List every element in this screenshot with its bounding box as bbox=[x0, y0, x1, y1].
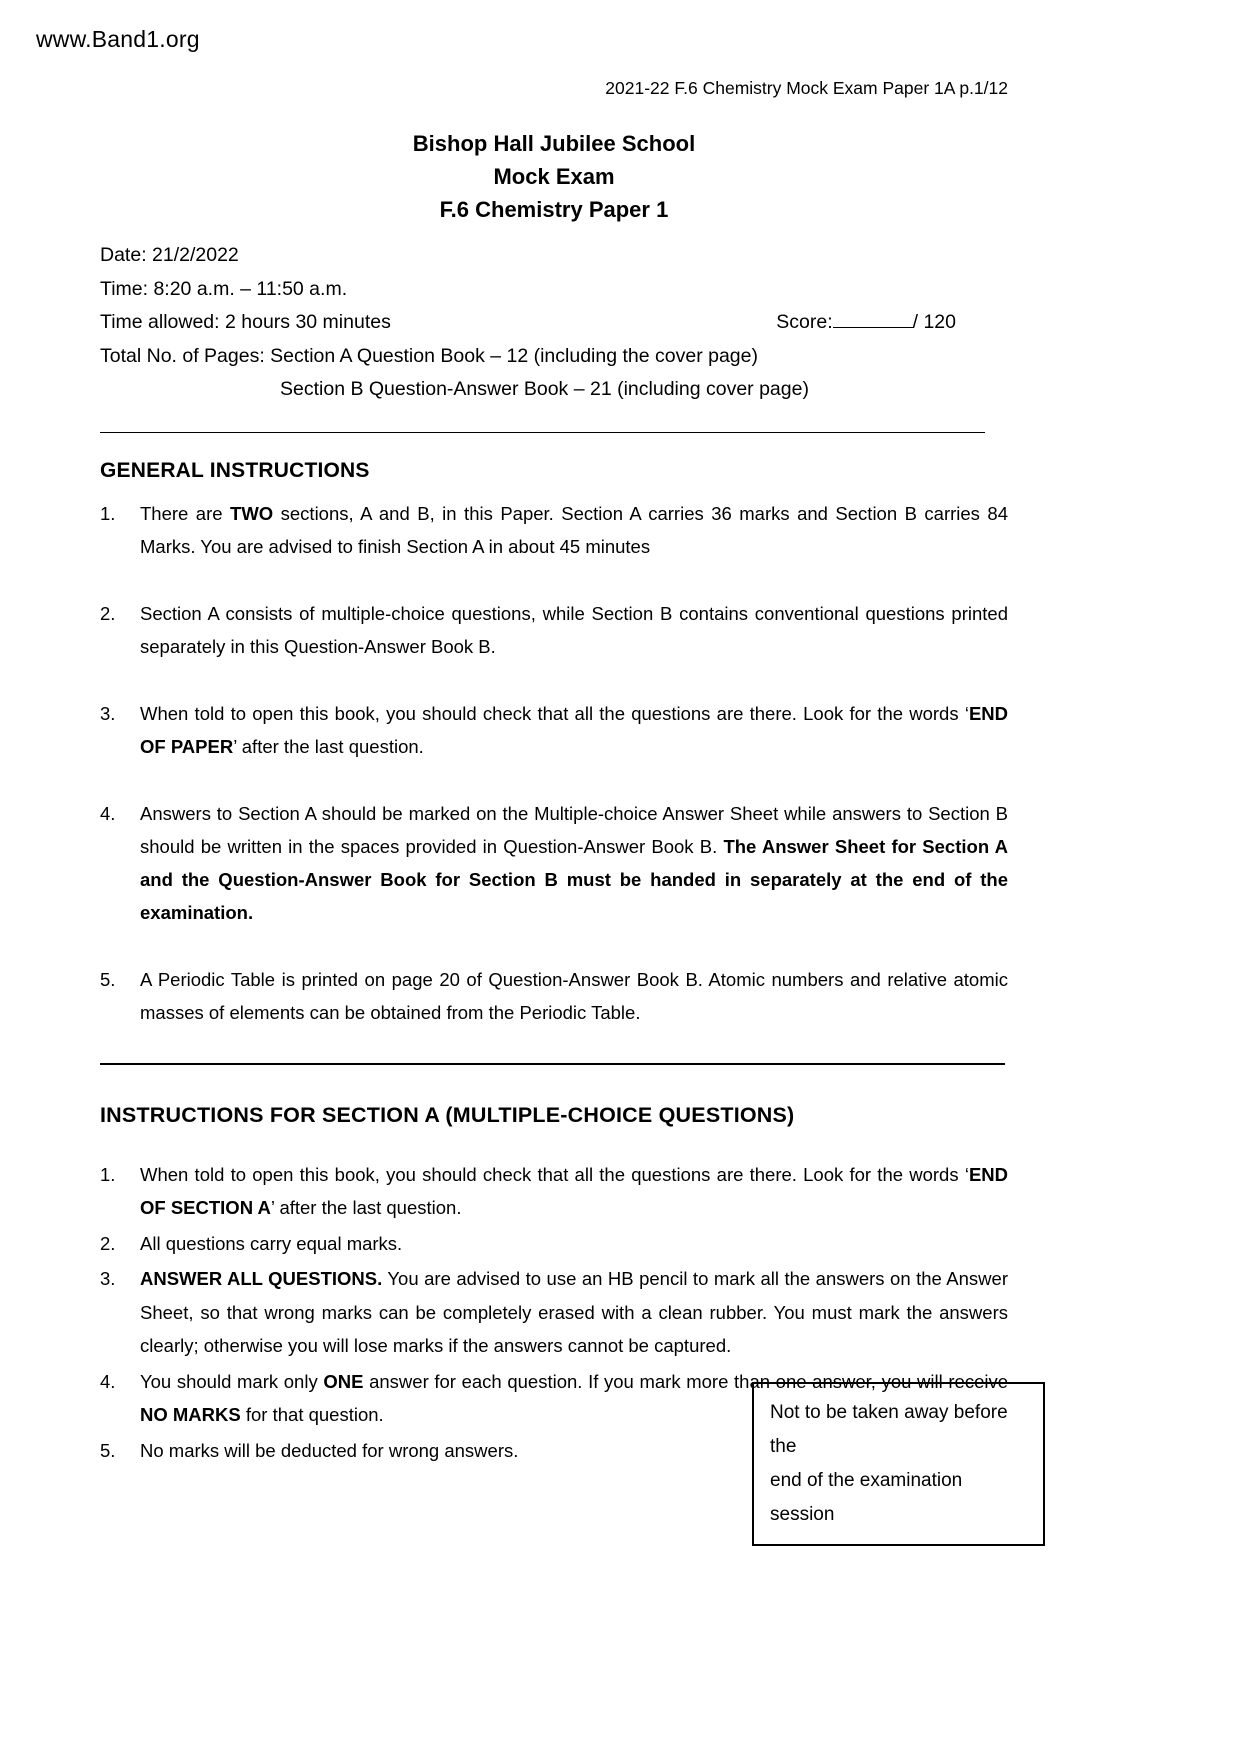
section-a-instructions-heading: INSTRUCTIONS FOR SECTION A (MULTIPLE-CHOICE QUESTIONS) bbox=[100, 1102, 795, 1127]
divider-line-bold bbox=[100, 1063, 1005, 1065]
total-pages-line2: Section B Question-Answer Book – 21 (including cover page) bbox=[280, 378, 809, 400]
exam-name: Mock Exam bbox=[493, 164, 615, 189]
time-allowed: Time allowed: 2 hours 30 minutes bbox=[100, 311, 391, 333]
item-text: There are TWO sections, A and B, in this Paper. Section A carries 36 marks and Section B carries 84 Marks. You are advised to finish Section A in about 45 minutes bbox=[140, 502, 1008, 557]
divider-line bbox=[100, 432, 985, 433]
title-block bbox=[100, 127, 1008, 226]
paper-name: F.6 Chemistry Paper 1 bbox=[439, 197, 669, 222]
score-field bbox=[776, 306, 956, 340]
item-number: 2. bbox=[100, 1232, 116, 1254]
retention-notice-box bbox=[752, 1382, 1045, 1546]
item-number: 2. bbox=[100, 602, 116, 624]
item-number: 1. bbox=[100, 502, 116, 524]
instruction-item bbox=[100, 597, 1008, 663]
item-number: 5. bbox=[100, 968, 116, 990]
item-text: All questions carry equal marks. bbox=[140, 1232, 403, 1254]
item-text: Answers to Section A should be marked on the Multiple-choice Answer Sheet while answers to Section B should be written in the spaces provided in Question-Answer Book B. The Answer Sheet for Section A and the Question-Answer Book for Section B must be handed in separately at the end of the examination. bbox=[140, 802, 1009, 923]
item-text: You should mark only ONE answer for each question. If you mark more than one answer, you will receive NO MARKS for that question. bbox=[140, 1370, 1009, 1425]
item-number: 4. bbox=[100, 802, 116, 824]
item-number: 4. bbox=[100, 1370, 116, 1392]
item-number: 3. bbox=[100, 702, 116, 724]
notice-line2: end of the examination session bbox=[770, 1470, 963, 1525]
instruction-item bbox=[100, 1158, 1008, 1225]
item-text: A Periodic Table is printed on page 20 of Question-Answer Book B. Atomic numbers and relative atomic masses of elements can be obtained from the Periodic Table. bbox=[140, 968, 1008, 1023]
score-label: Score: bbox=[776, 311, 833, 333]
item-number: 5. bbox=[100, 1439, 116, 1461]
general-instructions-list bbox=[100, 497, 1008, 1029]
instruction-item bbox=[100, 963, 1008, 1029]
school-name: Bishop Hall Jubilee School bbox=[412, 131, 696, 156]
general-instructions-heading: GENERAL INSTRUCTIONS bbox=[100, 458, 370, 482]
site-watermark: www.Band1.org bbox=[36, 26, 200, 52]
instruction-item bbox=[100, 497, 1008, 563]
instruction-item bbox=[100, 797, 1008, 929]
item-text: When told to open this book, you should check that all the questions are there. Look for the words ‘END OF PAPER’ after the last question. bbox=[140, 702, 1008, 757]
item-number: 3. bbox=[100, 1268, 116, 1289]
exam-time: Time: 8:20 a.m. – 11:50 a.m. bbox=[100, 277, 348, 300]
exam-meta bbox=[100, 239, 1008, 407]
page-header-reference: 2021-22 F.6 Chemistry Mock Exam Paper 1A p.1/12 bbox=[605, 78, 1008, 98]
score-total: / 120 bbox=[912, 311, 956, 333]
item-text: No marks will be deducted for wrong answers. bbox=[140, 1439, 519, 1461]
notice-line1: Not to be taken away before the bbox=[770, 1402, 1008, 1457]
instruction-item bbox=[100, 1262, 1008, 1363]
instruction-item bbox=[100, 697, 1008, 763]
item-text: ANSWER ALL QUESTIONS. You are advised to use an HB pencil to mark all the answers on the Answer Sheet, so that wrong marks can be completely erased with a clean rubber. You must mark the answers clearly; otherwise you will lose marks if the answers cannot be captured. bbox=[140, 1268, 1008, 1356]
instruction-item bbox=[100, 1227, 1008, 1261]
exam-date: Date: 21/2/2022 bbox=[100, 244, 239, 266]
score-blank-line bbox=[833, 309, 913, 328]
item-number: 1. bbox=[100, 1163, 116, 1185]
total-pages-line1: Total No. of Pages: Section A Question Book – 12 (including the cover page) bbox=[100, 344, 758, 367]
item-text: Section A consists of multiple-choice questions, while Section B contains conventional questions printed separately in this Question-Answer Book B. bbox=[140, 602, 1008, 657]
item-text: When told to open this book, you should check that all the questions are there. Look for the words ‘END OF SECTION A’ after the last question. bbox=[140, 1163, 1008, 1218]
